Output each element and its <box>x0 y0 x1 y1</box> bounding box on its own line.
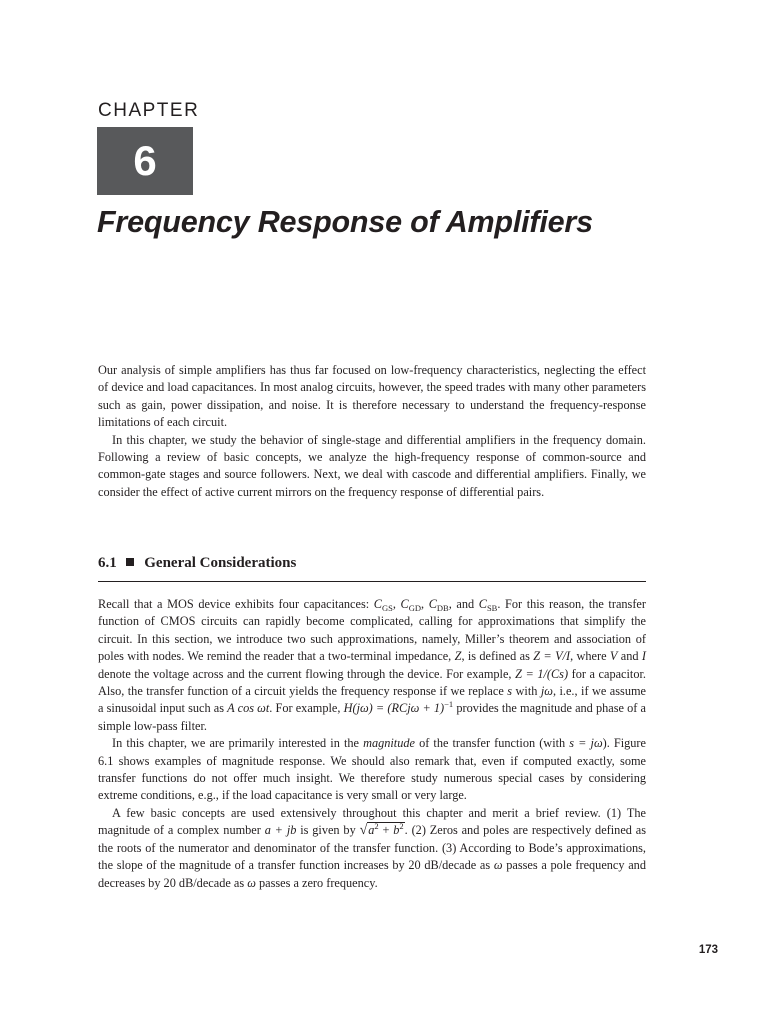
text-run: , where <box>570 649 610 664</box>
intro-paragraph-2: In this chapter, we study the behavior of single-stage and differential amplifiers in the frequency domain. Following a review of basic concepts, we analyze the high-frequency response of common-source and common-gate stages and source followers. Next, we deal with cascode and differential amplifiers. Finally, we consider the effect of active current mirrors on the frequency response of differential pairs. <box>98 432 646 499</box>
text-run: passes a zero frequency. <box>255 875 378 890</box>
math-exponent: −1 <box>444 699 454 710</box>
text-run: A few basic concepts are used extensively throughout this chapter and merit a brief review. (1) The magnitude of a complex number <box>98 805 646 838</box>
math-expression: a + jb <box>264 823 297 838</box>
math-symbol: ω <box>247 875 256 890</box>
math-symbol: C <box>478 597 487 611</box>
intro-text <box>98 362 646 501</box>
text-run: ). Figure 6.1 shows examples of magnitude response. We should also remark that, even if computed exactly, some transfer functions do not offer much insight. We therefore study numerous special cases by considering extreme conditions, e.g., if the load capacitance is very small or very large. <box>98 736 646 803</box>
math-symbol: ω <box>493 858 503 873</box>
text-run: Recall that a MOS device exhibits four capacitances: <box>98 597 374 611</box>
math-symbol: b <box>393 823 400 838</box>
text-run: , <box>392 597 401 611</box>
math-expression: Z = 1/(Cs) <box>515 666 569 681</box>
math-expression: Z = V/I <box>533 649 571 664</box>
text-run: of the transfer function (with <box>414 736 570 751</box>
math-expression: s = jω <box>569 736 603 751</box>
math-subscript: DB <box>436 603 449 613</box>
square-bullet-icon <box>126 558 134 566</box>
text-run: and <box>617 649 642 664</box>
section-number: 6.1 <box>98 555 117 571</box>
math-symbol: C <box>373 597 382 611</box>
text-run: denote the voltage across and the current flowing through the device. For example, <box>98 666 516 681</box>
math-subscript: SB <box>486 603 498 613</box>
body-paragraph-2 <box>98 735 646 805</box>
text-run: In this chapter, we are primarily interested in the <box>112 736 364 751</box>
text-run: is given by <box>296 823 360 838</box>
math-exponent: 2 <box>399 821 404 832</box>
math-symbol: C <box>400 597 409 611</box>
text-run: provides the magnitude and phase of a simple low-pass filter. <box>98 701 646 733</box>
text-run: . (2) Zeros and poles are respectively defined as the roots of the numerator and denominator of the transfer function. (3) According to Bode’s approximations, the slope of the magnitude of a transfer function increases by 20 dB/decade as <box>98 823 647 873</box>
text-run: passes a pole frequency and decreases by 20 dB/decade as <box>98 858 646 890</box>
math-symbol: I <box>641 649 646 664</box>
text-run: for a capacitor. Also, the transfer function of a circuit yields the frequency response if we replace <box>98 666 646 699</box>
section-heading <box>98 555 646 582</box>
math-symbol: s <box>507 684 513 699</box>
emphasis: magnitude <box>363 736 415 751</box>
section-title: General Considerations <box>144 555 297 571</box>
intro-paragraph-1: Our analysis of simple amplifiers has thus far focused on low-frequency characteristics, neglecting the effect of device and load capacitances. In most analog circuits, however, the speed trades with many other parameters such as gain, power dissipation, and noise. It is therefore necessary to understand the frequency-response limitations of each circuit. <box>98 363 646 430</box>
text-run: , is defined as <box>461 649 534 664</box>
math-operator: + <box>378 823 394 838</box>
radical-sign: √ <box>359 823 368 839</box>
math-expression: H(jω) = (RCjω + 1) <box>343 701 445 716</box>
math-expression: jω <box>540 684 553 699</box>
chapter-number-box: 6 <box>97 127 193 195</box>
radicand <box>367 822 404 837</box>
chapter-title: Frequency Response of Amplifiers <box>97 205 593 239</box>
text-run: . For this reason, the transfer function of CMOS circuits can rapidly become complicated, calling for approximations that simplify the circuit. In this section, we introduce two such approximations, namely, Miller’s theorem and association of poles with nodes. We remind the reader that a two-terminal impedance, <box>98 597 646 664</box>
text-run: , <box>421 597 429 611</box>
page-number: 173 <box>698 944 718 956</box>
math-subscript: GD <box>408 603 422 613</box>
math-symbol: V <box>609 649 618 664</box>
math-expression: A cos ωt <box>227 701 270 716</box>
square-root-expression <box>360 823 405 837</box>
math-subscript: GS <box>381 603 393 613</box>
body-text <box>98 596 646 892</box>
math-exponent: 2 <box>374 821 379 832</box>
math-symbol: Z <box>454 649 462 664</box>
math-symbol: a <box>368 823 375 838</box>
chapter-label: CHAPTER <box>98 100 200 121</box>
text-run: , and <box>448 597 479 611</box>
body-paragraph-3 <box>98 805 646 892</box>
text-run: . For example, <box>269 701 344 716</box>
body-paragraph-1 <box>98 596 646 735</box>
math-symbol: C <box>428 597 437 611</box>
text-run: , i.e., if we assume a sinusoidal input such as <box>98 684 646 716</box>
text-run: with <box>512 684 541 699</box>
